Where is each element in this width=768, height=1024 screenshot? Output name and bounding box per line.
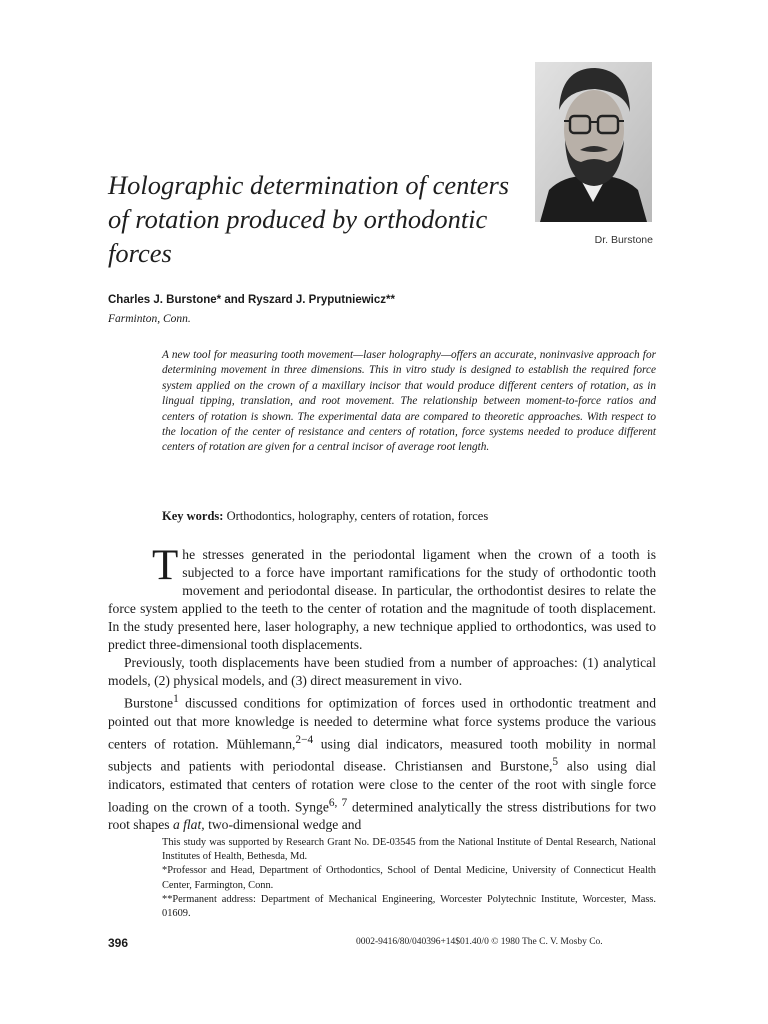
paragraph-3: Burstone$^1$ discussed conditions for optimization of forces used in orthodontic treatment and pointed out that more knowledge is needed to determine what force systems produce the various centers of rotation. Mühlemann,$^{2-4}$ using dial indicators, measured tooth mobility in normal subjects and patients with periodontal disease. Christiansen and Burstone,$^5$ also using dial indicators, estimated that centers of rotation were close to the center of the root with single force loading on the crown of a tooth. Synge$^{6, 7}$ determined analytically the stress distributions for two root shapes a flat, two-dimensional wedge and bbox=[108, 693, 657, 833]
page-number: 396 bbox=[108, 936, 129, 950]
paragraph-1: The stresses generated in the periodontal ligament when the crown of a tooth is subjected to a force have important ramifications for the study of orthodontic tooth movement and periodontal disease. In particular, the orthodontist desires to relate the force system applied to the teeth to the center of rotation and the magnitude of tooth displacement. In the study presented here, laser holography, a new technique applied to orthodontics, was used to predict three-dimensional tooth displacements. bbox=[108, 542, 656, 652]
article-title: Holographic determination of centers of rotation produced by orthodontic forces bbox=[108, 170, 510, 268]
affiliation: Farminton, Conn. bbox=[108, 313, 191, 325]
photo-caption: Dr. Burstone bbox=[594, 234, 653, 246]
drop-cap: T bbox=[152, 542, 179, 589]
copyright-line: 0002-9416/80/040396+14$01.40/0 © 1980 The C. V. Mosby Co. bbox=[356, 937, 603, 947]
abstract: A new tool for measuring tooth movement—laser holography—offers an accurate, noninvasive approach for determining movement in three dimensions. This in vitro study is designed to establish the required force system applied on the crown of a maxillary incisor that would produce different centers of rotation, as in lingual tipping, translation, and root movement. The relationship between moment-to-force ratios and centers of rotation is shown. The experimental data are compared to theoretic approaches. With respect to the location of the center of resistance and centers of rotation, force systems needed to produce different centers of rotation are given for a central incisor of average root length. bbox=[162, 349, 656, 454]
body-text bbox=[108, 542, 657, 834]
keywords-label: Key words: bbox=[162, 509, 224, 523]
footnotes bbox=[162, 836, 656, 921]
footnote-author-1: *Professor and Head, Department of Orthodontics, School of Dental Medicine, University of Connecticut Health Center, Farmington, Conn. bbox=[162, 865, 656, 891]
keywords-text: Orthodontics, holography, centers of rotation, forces bbox=[226, 509, 489, 523]
footnote-funding: This study was supported by Research Grant No. DE-03545 from the National Institute of Dental Research, National Institutes of Health, Bethesda, Md. bbox=[162, 837, 656, 863]
footnote-author-2: **Permanent address: Department of Mechanical Engineering, Worcester Polytechnic Institute, Worcester, Mass. 01609. bbox=[162, 893, 656, 920]
paragraph-2: Previously, tooth displacements have been studied from a number of approaches: (1) analytical models, (2) physical models, and (3) direct measurement in vivo. bbox=[108, 655, 656, 688]
author-photo bbox=[535, 62, 652, 222]
authors: Charles J. Burstone* and Ryszard J. Pryputniewicz** bbox=[108, 294, 395, 306]
keywords bbox=[162, 509, 488, 524]
